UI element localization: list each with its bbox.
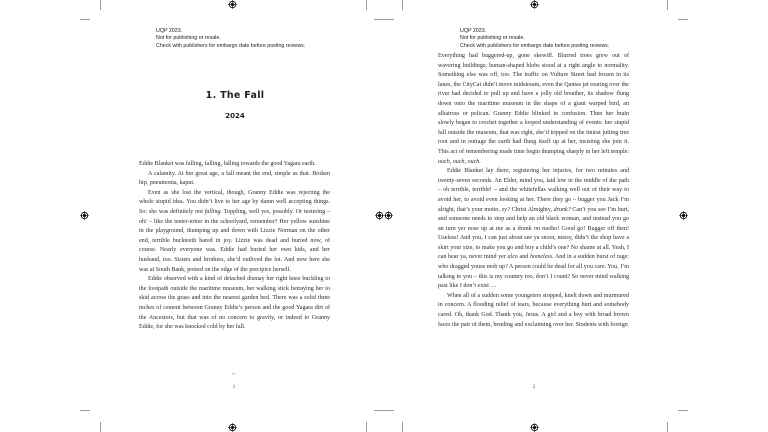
emphasis: ey? [501, 206, 510, 213]
chapter-year: 2024 [225, 112, 245, 120]
paragraph [438, 167, 629, 292]
paragraph: Eddie Blanket was falling, falling, falling towards the good Yagara earth. [139, 161, 316, 167]
paragraph: Eddie observed with a kind of detached dismay her right knee buckling to the footpath outside the maritime museum, her walking stick betraying her to skid across the grass and into the nearest garden bed. There was a solid three inches of cement between Granny Eddie’s person and the good Yagara dirt of the Ancestors, but that was of no concern to gravity, or indeed to Granny Eddie, for she was knocked cold by her fall. [139, 276, 330, 331]
registration-target-icon [530, 0, 539, 9]
paragraph: A calamity. At her great age, a fall meant the end, simple as that. Broken hip, pneumonia, kaput. [139, 170, 330, 187]
emphasis: homeless. [529, 254, 554, 261]
emphasis: drunk? [553, 206, 571, 213]
text-run: Christ Almighty, [510, 206, 554, 213]
registration-target-icon [80, 211, 89, 220]
notice-line: UQP 2023. [460, 28, 487, 34]
crop-mark [678, 19, 688, 20]
notice-line: Not for publishing or resale. [460, 35, 525, 42]
embargo-notice [156, 28, 305, 50]
emphasis: ouch, ouch, ouch. [438, 158, 481, 165]
text-run: Toppling, well yes, possibly. Or teetering – oh! – like the teeter-totter in the schoolyard, remember? Her yellow sunshine in the playground, thumping up and down with Lizzie Norman on the other end, terrible buckteeth bared in joy. Lizzie was dead and buried now, of course. Nearly everyone was. Eddie had buried her own kids, and her husband, too. Sisters and brothers, she’d outlived the lot. And now here she was at South Bank, poised on the edge of the precipice herself. [139, 208, 330, 273]
crop-mark [402, 422, 403, 432]
notice-line: Check with publishers for embargo date before posting reviews. [460, 42, 610, 49]
crop-mark [374, 410, 384, 411]
emphasis: alco [507, 254, 518, 261]
notice-line: Not for publishing or resale. [156, 35, 221, 42]
registration-target-icon [375, 211, 384, 220]
paragraph [139, 189, 330, 275]
paragraph [438, 52, 629, 167]
crop-mark [366, 0, 367, 10]
registration-target-icon [384, 211, 393, 220]
notice-line: UQP 2023. [156, 28, 183, 34]
text-run: Eddie Blanket lay there, registering her injuries, for two minutes and twenty-seven seconds. An Elder, mind you, laid low in the middle of the path – oh terrible, terrible! – and the whitefellas walking well out of their way to avoid her, to avoid even looking at her. There they go – bugger you Jack I’m alright, that’s your motto, [438, 168, 629, 213]
page-number: 1 [232, 384, 236, 390]
registration-target-icon [228, 0, 237, 9]
crop-mark [100, 0, 101, 10]
page-number: 2 [532, 384, 536, 390]
crop-mark [678, 410, 688, 411]
right-page [384, 0, 768, 432]
registration-target-icon [679, 211, 688, 220]
text-run: Even as she lost the vertical, though, Granny Eddie was rejecting the whole stupid idea. You didn’t live to her age by damn well accepting things. So: she was definitely [139, 189, 330, 215]
crop-mark [384, 410, 394, 411]
crop-mark [402, 0, 403, 10]
crop-mark [100, 422, 101, 432]
text-run: and [517, 254, 530, 261]
registration-target-icon [530, 423, 539, 432]
crop-mark [374, 19, 384, 20]
emphasis: not falling. [195, 208, 223, 215]
registration-target-icon [228, 423, 237, 432]
left-body-text [139, 160, 330, 333]
text-run: Everything had buggered-up, gone skewiff. Blurred trees grew out of wavering buildings; human-shaped blobs stood at a right angle to normality. Something else was off, too. The traffic on Vulture Street had frozen in its lanes, the CityCat didn’t move midstream, even the Qantas jet roaring over the river had decided to pull up and have a jolly old breather, its shadow flung down onto the maritime museum in the shape of a giant warped bird, an albatross or pelican. Granny Eddie blinked in confusion. Then her brain slowly began to crochet together a looped understanding of events: her stupid fall outside the museum, that was right, she’d tripped on the tiniest jutting tree root and in outrage the earth had flung itself up at her, insisting she join it. This act of remembering made time begin thumping sharply in her left temple: [438, 53, 629, 155]
notice-line: Check with publishers for embargo date before posting reviews. [156, 42, 306, 49]
crop-mark [366, 422, 367, 432]
crop-mark [667, 422, 668, 432]
paragraph: When all of a sudden some youngsters stopped, knelt down and murmured in concern. A flooding relief of tears, because everything hurt and somebody cared. Oh, thank God. Thank you, Jesus. A girl and a boy with broad brown faces the pair of them, bending and exclaiming over her. Students with foreign [438, 292, 629, 328]
crop-mark [80, 410, 90, 411]
ornament: ~ [232, 372, 236, 378]
text-run: And in a sudden burst of rage: who dragged youse mob up? A person could be dead for all you care. You, I’m talking to you – this is my country too, don’t I count? So never mind walking past like I don’t exist … [438, 254, 629, 290]
chapter-title: 1. The Fall [205, 90, 265, 101]
right-body-text [438, 52, 629, 330]
crop-mark [667, 0, 668, 10]
embargo-notice [460, 28, 609, 50]
crop-mark [384, 19, 394, 20]
crop-mark [80, 19, 90, 20]
text-run: Can’t you see I’m hurt, and someone needs to stop and help an old black woman, and instead you go an turn yer nose up at me as a drunk on metho! Good go! Bugger off then! Useless! And you, I can just about see ya snoot, missy, didn’t the shop have a skirt your size, to make you go and buy a child’s one? No shame at all. Yeah, I can hear ya, never mind yer [438, 206, 629, 261]
